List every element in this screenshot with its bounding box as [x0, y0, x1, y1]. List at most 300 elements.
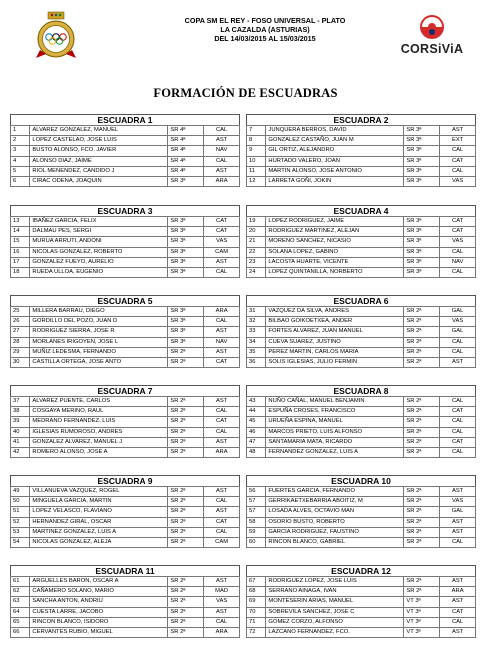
squad-6	[246, 295, 476, 368]
shooter-number: 57	[247, 497, 266, 507]
table-row	[11, 126, 240, 136]
table-row	[11, 628, 240, 638]
table-row	[247, 327, 476, 337]
shooter-name: GONZALEZ CASTAÑO, JUAN M	[266, 136, 404, 146]
shooter-number: 49	[11, 487, 30, 497]
shooter-number: 8	[247, 136, 266, 146]
table-row	[247, 317, 476, 327]
table-row	[247, 156, 476, 166]
squad-members-table	[246, 486, 476, 548]
shooter-club: AST	[204, 166, 240, 176]
shooter-number: 14	[11, 227, 30, 237]
shooter-number: 5	[11, 166, 30, 176]
event-title: COPA SM EL REY - FOSO UNIVERSAL - PLATO	[184, 16, 346, 25]
shooter-name: ALONSO DIAZ, JAIME	[30, 156, 168, 166]
shooter-name: RODRIGUEZ LOPEZ, JOSE LUIS	[266, 577, 404, 587]
shooter-category: SR 2ª	[404, 517, 440, 527]
shooter-category: SR 2ª	[404, 538, 440, 548]
shooter-category: SR 2ª	[404, 527, 440, 537]
shooter-category: SR 3ª	[404, 247, 440, 257]
table-row	[247, 407, 476, 417]
shooter-number: 67	[247, 577, 266, 587]
shooter-number: 37	[11, 397, 30, 407]
shooter-club: CAL	[440, 166, 476, 176]
shooter-number: 59	[247, 527, 266, 537]
shooter-category: SR 3ª	[404, 237, 440, 247]
shooter-category: SR 3ª	[168, 247, 204, 257]
shooter-number: 10	[247, 156, 266, 166]
shooter-number: 11	[247, 166, 266, 176]
shooter-club: AST	[204, 487, 240, 497]
table-row	[11, 607, 240, 617]
table-row	[247, 437, 476, 447]
shooter-club: CAT	[440, 217, 476, 227]
shooter-name: ARGUELLES BARON, OSCAR A	[30, 577, 168, 587]
shooter-category: SR 3ª	[404, 156, 440, 166]
shooter-club: NAV	[440, 257, 476, 267]
shooter-category: SR 2ª	[404, 307, 440, 317]
table-row	[247, 358, 476, 368]
shooter-club: AST	[440, 628, 476, 638]
shooter-number: 45	[247, 417, 266, 427]
brand-name: CORSiViA	[400, 42, 464, 56]
shooter-club: VAS	[440, 317, 476, 327]
squad-members-table	[246, 576, 476, 638]
table-row	[247, 126, 476, 136]
shooter-number: 21	[247, 237, 266, 247]
shooter-club: CAM	[204, 247, 240, 257]
shooter-category: VT 3ª	[404, 607, 440, 617]
shooter-name: LAZCANO FERNANDEZ, FCO.	[266, 628, 404, 638]
shooter-category: SR 2ª	[404, 587, 440, 597]
shooter-number: 31	[247, 307, 266, 317]
shooter-category: SR 2ª	[404, 317, 440, 327]
shooter-club: AST	[440, 126, 476, 136]
shooter-club: CAT	[204, 217, 240, 227]
shooter-category: SR 2ª	[168, 448, 204, 458]
shooter-category: SR 2ª	[168, 397, 204, 407]
table-row	[11, 317, 240, 327]
squad-members-table	[246, 216, 476, 278]
shooter-name: SOLANA LOPEZ, GABINO	[266, 247, 404, 257]
squad-title: ESCUADRA 11	[10, 565, 240, 576]
shooter-club: CAL	[440, 617, 476, 627]
shooter-club: AST	[204, 136, 240, 146]
shooter-name: NICOLAS GONZALEZ, ROBERTO	[30, 247, 168, 257]
shooter-number: 52	[11, 517, 30, 527]
shooter-category: SR 2ª	[404, 507, 440, 517]
table-row	[247, 347, 476, 357]
table-row	[11, 268, 240, 278]
table-row	[247, 527, 476, 537]
shooter-category: SR 2ª	[404, 407, 440, 417]
shooter-name: MARCOS PRIETO, LUIS ALFONSO	[266, 427, 404, 437]
shooter-club: CAT	[204, 517, 240, 527]
table-row	[247, 237, 476, 247]
shooter-number: 22	[247, 247, 266, 257]
shooter-club: AST	[440, 358, 476, 368]
shooter-club: CAT	[204, 227, 240, 237]
shooter-club: CAL	[204, 527, 240, 537]
shooter-number: 64	[11, 607, 30, 617]
squad-title: ESCUADRA 12	[246, 565, 476, 576]
shooter-club: CAL	[440, 417, 476, 427]
shooter-club: AST	[204, 347, 240, 357]
shooter-club: EXT	[440, 136, 476, 146]
table-row	[247, 497, 476, 507]
shooter-number: 24	[247, 268, 266, 278]
shooter-club: VAS	[440, 237, 476, 247]
shooter-name: RINCON BLANCO, ISIDORO	[30, 617, 168, 627]
shooter-name: GARCIA RODRIGUEZ, FAUSTINO	[266, 527, 404, 537]
table-row	[11, 227, 240, 237]
shooter-number: 71	[247, 617, 266, 627]
shooter-club: CAL	[440, 397, 476, 407]
event-venue: LA CAZALDA (ASTURIAS)	[220, 25, 310, 34]
table-row	[11, 337, 240, 347]
table-row	[11, 437, 240, 447]
table-row	[11, 417, 240, 427]
shooter-number: 9	[247, 146, 266, 156]
table-row	[11, 146, 240, 156]
shooter-category: VT 3ª	[404, 617, 440, 627]
shooter-number: 35	[247, 347, 266, 357]
table-row	[11, 507, 240, 517]
squad-title: ESCUADRA 3	[10, 205, 240, 216]
shooter-category: SR 3ª	[168, 307, 204, 317]
table-row	[11, 487, 240, 497]
table-row	[11, 597, 240, 607]
shooter-name: LOSADA ALVES, OCTAVIO MAN	[266, 507, 404, 517]
shooter-number: 43	[247, 397, 266, 407]
shooter-category: SR 3ª	[404, 126, 440, 136]
shooter-category: SR 4ª	[168, 156, 204, 166]
shooter-club: CAM	[204, 538, 240, 548]
shooter-number: 47	[247, 437, 266, 447]
shooter-number: 50	[11, 497, 30, 507]
shooter-category: SR 4ª	[168, 126, 204, 136]
shooter-club: AST	[204, 327, 240, 337]
squad-12	[246, 565, 476, 638]
shooter-category: SR 3ª	[168, 317, 204, 327]
shooter-number: 1	[11, 126, 30, 136]
shooter-number: 46	[247, 427, 266, 437]
shooter-club: CAL	[204, 407, 240, 417]
shooter-club: CAT	[440, 607, 476, 617]
shooter-name: RUEDA ULLOA, EUGENIO	[30, 268, 168, 278]
squad-members-table	[10, 396, 240, 458]
shooter-club: CAL	[204, 317, 240, 327]
shooter-number: 36	[247, 358, 266, 368]
table-row	[11, 448, 240, 458]
shooter-club: CAT	[204, 417, 240, 427]
shooter-category: SR 3ª	[168, 257, 204, 267]
shooter-club: ARA	[204, 307, 240, 317]
shooter-number: 62	[11, 587, 30, 597]
shooter-name: SANCHA ANTON, ANDRIU	[30, 597, 168, 607]
squad-title: ESCUADRA 10	[246, 475, 476, 486]
shooter-name: CAÑAMERO SOLANO, MARIO	[30, 587, 168, 597]
shooter-name: CUEVA SUAREZ, JUSTINO	[266, 337, 404, 347]
shooter-number: 65	[11, 617, 30, 627]
shooter-category: SR 2ª	[168, 607, 204, 617]
table-row	[247, 487, 476, 497]
shooter-category: SR 2ª	[404, 417, 440, 427]
shooter-category: SR 3ª	[404, 177, 440, 187]
shooter-category: SR 3ª	[404, 227, 440, 237]
shooter-number: 58	[247, 517, 266, 527]
shooter-name: GOMEZ CORZO, ALFONSO	[266, 617, 404, 627]
shooter-name: FORTES ALVAREZ, JUAN MANUEL	[266, 327, 404, 337]
shooter-category: SR 2ª	[404, 427, 440, 437]
shooter-club: CAL	[204, 427, 240, 437]
table-row	[247, 617, 476, 627]
page-title: FORMACIÓN DE ESCUADRAS	[153, 86, 338, 100]
squad-members-table	[10, 216, 240, 278]
table-row	[11, 327, 240, 337]
table-row	[247, 628, 476, 638]
shooter-number: 39	[11, 417, 30, 427]
table-row	[11, 397, 240, 407]
shooter-number: 4	[11, 156, 30, 166]
table-row	[247, 397, 476, 407]
shooter-name: MURUA ARRUTI, ANDONI	[30, 237, 168, 247]
shooter-name: LARRETA GOÑI, JOKIN	[266, 177, 404, 187]
table-row	[11, 156, 240, 166]
table-row	[247, 538, 476, 548]
shooter-number: 2	[11, 136, 30, 146]
shooter-number: 61	[11, 577, 30, 587]
shooter-category: SR 2ª	[404, 327, 440, 337]
table-row	[11, 347, 240, 357]
shooter-name: MUÑIZ LEDESMA, FERNANDO	[30, 347, 168, 357]
shooter-name: NICOLAS GONZALEZ, ALEJA	[30, 538, 168, 548]
table-row	[247, 607, 476, 617]
table-row	[11, 307, 240, 317]
shooter-category: SR 2ª	[168, 347, 204, 357]
shooter-name: LOPEZ QUINTANILLA, NORBERTO	[266, 268, 404, 278]
table-row	[11, 427, 240, 437]
shooter-club: GAL	[440, 507, 476, 517]
shooter-club: MAD	[204, 587, 240, 597]
shooter-number: 41	[11, 437, 30, 447]
shooter-club: CAT	[204, 358, 240, 368]
shooter-club: AST	[440, 487, 476, 497]
shooter-category: SR 2ª	[168, 597, 204, 607]
shooter-category: SR 3ª	[168, 227, 204, 237]
shooter-name: CUESTA LARRE, JACOBO	[30, 607, 168, 617]
event-dates: DEL 14/03/2015 AL 15/03/2015	[214, 34, 316, 43]
shooter-number: 27	[11, 327, 30, 337]
shooter-number: 66	[11, 628, 30, 638]
shooter-name: RODRIGUEZ MARTINEZ, ALEJAN	[266, 227, 404, 237]
shooter-category: SR 4ª	[168, 166, 204, 176]
shooter-club: GAL	[440, 307, 476, 317]
shooter-number: 72	[247, 628, 266, 638]
shooter-name: LACOSTA HUARTE, VICENTE	[266, 257, 404, 267]
shooter-name: RINCON BLANCO, GABRIEL	[266, 538, 404, 548]
shooter-name: LOPEZ RODRIGUEZ, JAIME	[266, 217, 404, 227]
squad-5	[10, 295, 240, 368]
shooter-club: CAT	[440, 156, 476, 166]
shooter-number: 30	[11, 358, 30, 368]
shooter-number: 40	[11, 427, 30, 437]
shooter-club: AST	[440, 577, 476, 587]
shooter-name: HURTADO VALERO, JOAN	[266, 156, 404, 166]
shooter-category: SR 3ª	[404, 146, 440, 156]
squad-title: ESCUADRA 1	[10, 114, 240, 125]
shooter-club: ARA	[204, 448, 240, 458]
squad-4	[246, 205, 476, 278]
shooter-name: MINGUELA GARCIA, MARTIN	[30, 497, 168, 507]
table-row	[247, 136, 476, 146]
table-row	[11, 257, 240, 267]
shooter-category: SR 2ª	[404, 487, 440, 497]
shooter-club: AST	[440, 527, 476, 537]
shooter-category: SR 2ª	[168, 517, 204, 527]
shooter-category: SR 2ª	[168, 487, 204, 497]
squad-title: ESCUADRA 7	[10, 385, 240, 396]
shooter-category: SR 3ª	[404, 257, 440, 267]
shooter-number: 12	[247, 177, 266, 187]
shooter-number: 33	[247, 327, 266, 337]
shooter-number: 7	[247, 126, 266, 136]
shooter-number: 29	[11, 347, 30, 357]
shooter-club: ARA	[204, 628, 240, 638]
table-row	[11, 358, 240, 368]
shooter-club: CAL	[440, 337, 476, 347]
table-row	[11, 617, 240, 627]
shooter-category: SR 3ª	[404, 217, 440, 227]
shooter-club: AST	[204, 577, 240, 587]
shooter-name: NUÑO CAÑAL, MANUEL BENJAMIN	[266, 397, 404, 407]
table-row	[247, 337, 476, 347]
squad-members-table	[246, 396, 476, 458]
shooter-number: 57	[247, 507, 266, 517]
shooter-name: GORDILLO DEL POZO, JUAN D	[30, 317, 168, 327]
squad-title: ESCUADRA 4	[246, 205, 476, 216]
shooter-category: SR 3ª	[168, 217, 204, 227]
shooter-name: FUERTES GARCIA, FERNANDO	[266, 487, 404, 497]
shooter-number: 48	[247, 448, 266, 458]
shooter-category: SR 2ª	[168, 587, 204, 597]
shooter-number: 38	[11, 407, 30, 417]
shooter-name: ALVAREZ GONZALEZ, MANUEL	[30, 126, 168, 136]
shooter-category: SR 2ª	[404, 347, 440, 357]
shooter-name: MORLANES IRIGOYEN, JOSE L	[30, 337, 168, 347]
shooter-club: AST	[204, 397, 240, 407]
squad-title: ESCUADRA 9	[10, 475, 240, 486]
shooter-number: 60	[247, 538, 266, 548]
shooter-name: ESPUÑA CROSES, FRANCISCO	[266, 407, 404, 417]
shooter-name: GERRIKAETXEBARRIA ABOITIZ, M	[266, 497, 404, 507]
shooter-name: OSORIO BUSTO, ROBERTO	[266, 517, 404, 527]
shooter-category: SR 2ª	[168, 407, 204, 417]
shooter-club: VAS	[204, 597, 240, 607]
shooter-name: CIRAC ODENA, JOAQUIN	[30, 177, 168, 187]
squad-7	[10, 385, 240, 458]
shooter-number: 68	[247, 587, 266, 597]
shooter-number: 54	[11, 538, 30, 548]
squad-10	[246, 475, 476, 548]
table-row	[11, 517, 240, 527]
shooter-category: SR 4ª	[168, 146, 204, 156]
shooter-club: VAS	[440, 177, 476, 187]
shooter-number: 53	[11, 527, 30, 537]
shooter-number: 70	[247, 607, 266, 617]
shooter-club: AST	[204, 507, 240, 517]
shooter-category: SR 3ª	[404, 166, 440, 176]
table-row	[11, 538, 240, 548]
squad-3	[10, 205, 240, 278]
shooter-club: CAT	[440, 437, 476, 447]
table-row	[11, 407, 240, 417]
table-row	[11, 587, 240, 597]
shooter-club: CAL	[440, 538, 476, 548]
table-row	[247, 577, 476, 587]
squad-members-table	[10, 486, 240, 548]
shooter-number: 69	[247, 597, 266, 607]
shooter-club: GAL	[440, 327, 476, 337]
shooter-name: ROMERO ALONSO, JOSE A	[30, 448, 168, 458]
shooter-number: 19	[247, 217, 266, 227]
squad-9	[10, 475, 240, 548]
table-row	[11, 237, 240, 247]
shooter-number: 63	[11, 597, 30, 607]
table-row	[247, 597, 476, 607]
shooter-name: JUNQUERA BERROS, DAVID	[266, 126, 404, 136]
shooter-club: CAL	[440, 448, 476, 458]
shooter-club: CAL	[440, 146, 476, 156]
shooter-name: CERVANTES RUBIO, MIGUEL	[30, 628, 168, 638]
shooter-category: SR 2ª	[168, 507, 204, 517]
shooter-number: 6	[11, 177, 30, 187]
table-row	[247, 268, 476, 278]
shooter-number: 3	[11, 146, 30, 156]
shooter-category: SR 2ª	[404, 448, 440, 458]
shooter-category: SR 2ª	[404, 437, 440, 447]
shooter-name: COSGAYA MERINO, RAUL	[30, 407, 168, 417]
shooter-category: VT 3ª	[404, 597, 440, 607]
table-row	[11, 577, 240, 587]
table-row	[11, 247, 240, 257]
table-row	[11, 166, 240, 176]
shooter-name: LOPEZ VELASCO, FLAVIANO	[30, 507, 168, 517]
table-row	[247, 217, 476, 227]
shooter-name: MILLERA BARRAU, DIEGO	[30, 307, 168, 317]
shooter-name: SOBREVILA SANCHEZ, JOSE C	[266, 607, 404, 617]
shooter-category: SR 3ª	[404, 136, 440, 146]
shooter-name: DALMAU PES, SERGI	[30, 227, 168, 237]
shooter-club: NAV	[204, 337, 240, 347]
shooter-category: SR 2ª	[404, 577, 440, 587]
shooter-name: IGLESIAS RUMOROSO, ANDRES	[30, 427, 168, 437]
squad-2	[246, 114, 476, 187]
shooter-club: CAL	[440, 427, 476, 437]
shooter-club: CAL	[204, 156, 240, 166]
table-row	[247, 307, 476, 317]
shooter-number: 42	[11, 448, 30, 458]
shooter-club: AST	[204, 257, 240, 267]
shooter-name: GONZALEZ FUEYO, AURELIO	[30, 257, 168, 267]
shooter-number: 23	[247, 257, 266, 267]
shooter-name: SANTAMARIA MATA, RICARDO	[266, 437, 404, 447]
shooter-category: SR 4ª	[168, 136, 204, 146]
table-row	[11, 497, 240, 507]
shooter-number: 26	[11, 317, 30, 327]
shooter-number: 44	[247, 407, 266, 417]
shooter-club: CAL	[440, 268, 476, 278]
